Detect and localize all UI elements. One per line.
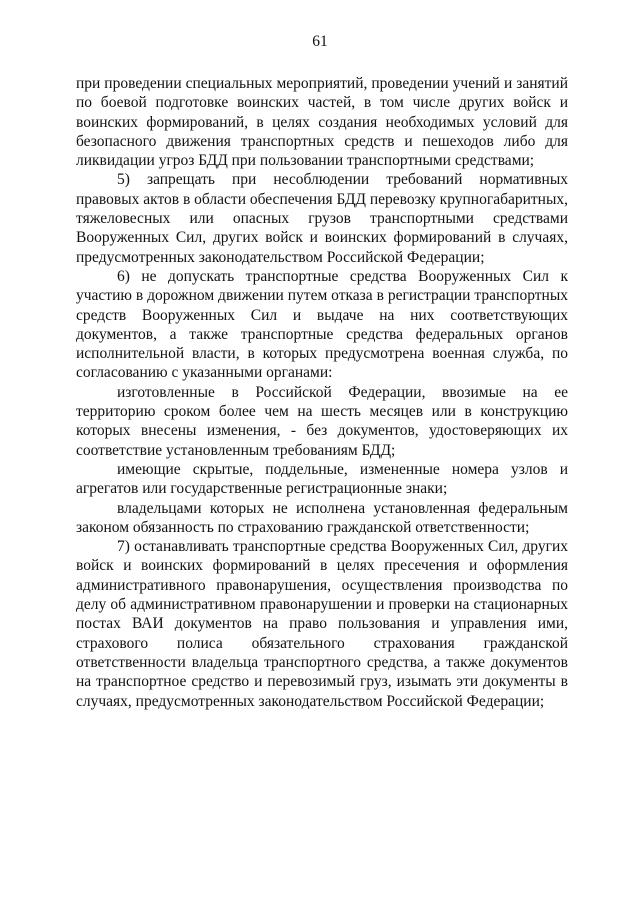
paragraph-subitem-forged-numbers: имеющие скрытые, поддельные, измененные номера узлов и агрегатов или государственные регистрационные знаки;	[76, 460, 568, 498]
paragraph-item-5: 5) запрещать при несоблюдении требований нормативных правовых актов в области обеспечения БДД перевозку крупногабаритных, тяжеловесных или опасных грузов транспортными средствами Вооруженных Сил, других войск и воинских формирований в случаях, предусмотренных законодательством Российской Федерации;	[76, 171, 568, 266]
paragraph-subitem-manufactured: изготовленные в Российской Федерации, ввозимые на ее территорию сроком более чем на шесть месяцев или в конструкцию которых внесены изменения, - без документов, удостоверяющих их соответствие установленным требованиям БДД;	[76, 383, 568, 459]
page-number: 61	[312, 33, 328, 50]
document-body	[76, 74, 568, 711]
paragraph-item-6: 6) не допускать транспортные средства Вооруженных Сил к участию в дорожном движении путем отказа в регистрации транспортных средств Вооруженных Сил и выдаче на них соответствующих документов, а также транспортные средства федеральных органов исполнительной власти, в которых предусмотрена военная служба, по согласованию с указанными органами:	[76, 267, 568, 382]
paragraph-continuation: при проведении специальных мероприятий, проведении учений и занятий по боевой подготовке воинских частей, в том числе других войск и воинских формирований, в целях создания необходимых условий для безопасного движения транспортных средств и пешеходов либо для ликвидации угроз БДД при пользовании транспортными средствами;	[76, 75, 568, 170]
paragraph-item-7: 7) останавливать транспортные средства Вооруженных Сил, других войск и воинских формирований в целях пресечения и оформления административного правонарушения, осуществления производства по делу об административном правонарушении и проверки на стационарных постах ВАИ документов на право пользования и управления ими, страхового полиса обязательного страхования гражданской ответственности владельца транспортного средства, а также документов на транспортное средство и перевозимый груз, изымать эти документы в случаях, предусмотренных законодательством Российской Федерации;	[76, 538, 568, 710]
paragraph-subitem-insurance: владельцами которых не исполнена установленная федеральным законом обязанность по страхованию гражданской ответственности;	[76, 499, 568, 536]
